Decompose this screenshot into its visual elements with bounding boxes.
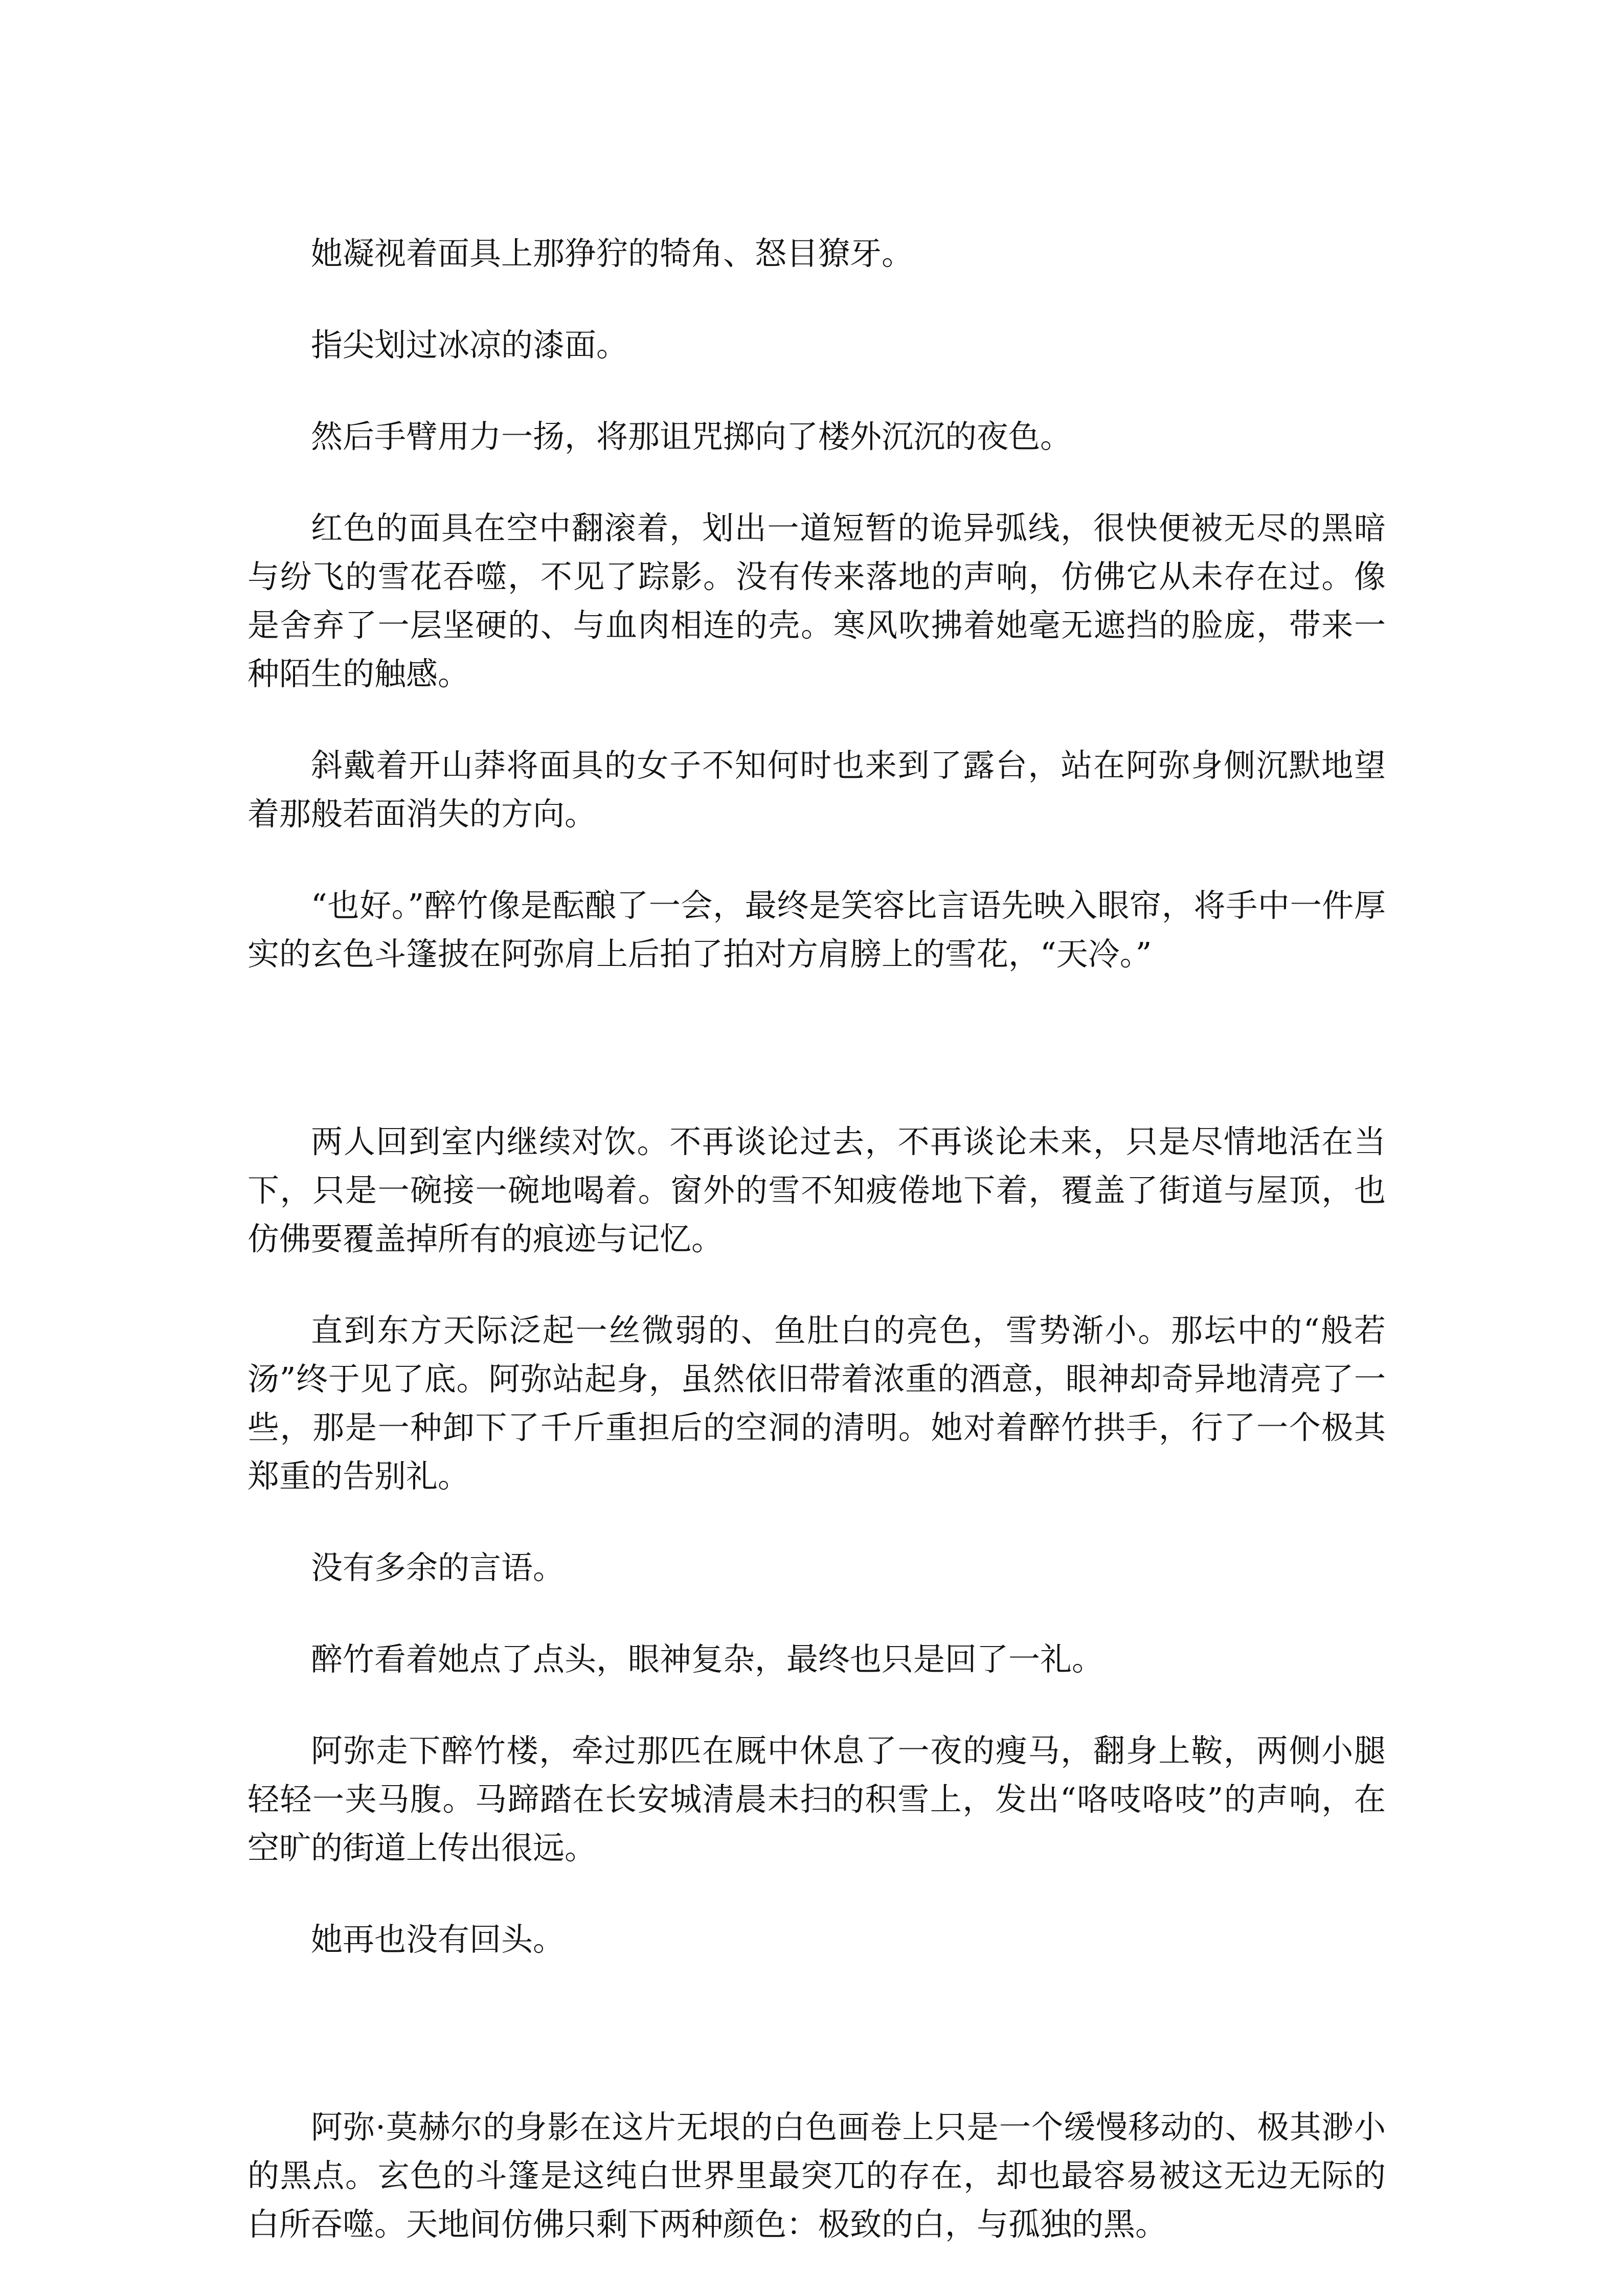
paragraph: “也好。”醉竹像是酝酿了一会，最终是笑容比言语先映入眼帘，将手中一件厚实的玄色斗篷披在阿弥肩上后拍了拍对方肩膀上的雪花，“天冷。” [247,887,1386,973]
paragraph: 两人回到室内继续对饮。不再谈论过去，不再谈论未来，只是尽情地活在当下，只是一碗接一碗地喝着。窗外的雪不知疲倦地下着，覆盖了街道与屋顶，也仿佛要覆盖掉所有的痕迹与记忆。 [247,1123,1386,1257]
paragraph: 红色的面具在空中翻滚着，划出一道短暂的诡异弧线，很快便被无尽的黑暗与纷飞的雪花吞噬，不见了踪影。没有传来落地的声响，仿佛它从未存在过。像是舍弃了一层坚硬的、与血肉相连的壳。寒风吹拂着她毫无遮挡的脸庞，带来一种陌生的触感。 [247,509,1386,692]
paragraph: 她再也没有回头。 [311,1921,565,1958]
paragraph: 斜戴着开山莽将面具的女子不知何时也来到了露台，站在阿弥身侧沉默地望着那般若面消失的方向。 [247,747,1386,832]
paragraph: 她凝视着面具上那狰狞的犄角、怒目獠牙。 [311,235,914,272]
paragraph: 然后手臂用力一扬，将那诅咒掷向了楼外沉沉的夜色。 [311,418,1072,455]
paragraph: 阿弥走下醉竹楼，牵过那匹在厩中休息了一夜的瘦马，翻身上鞍，两侧小腿轻轻一夹马腹。马蹄踏在长安城清晨未扫的积雪上，发出“咯吱咯吱”的声响，在空旷的街道上传出很远。 [247,1732,1386,1866]
paragraph: 阿弥·莫赫尔的身影在这片无垠的白色画卷上只是一个缓慢移动的、极其渺小的黑点。玄色的斗篷是这纯白世界里最突兀的存在，却也最容易被这无边无际的白所吞噬。天地间仿佛只剩下两种颜色：极致的白，与孤独的黑。 [247,2108,1386,2243]
paragraph: 醉竹看着她点了点头，眼神复杂，最终也只是回了一礼。 [311,1640,1104,1678]
paragraph: 直到东方天际泛起一丝微弱的、鱼肚白的亮色，雪势渐小。那坛中的“般若汤”终于见了底。阿弥站起身，虽然依旧带着浓重的酒意，眼神却奇异地清亮了一些，那是一种卸下了千斤重担后的空洞的清明。她对着醉竹拱手，行了一个极其郑重的告别礼。 [247,1312,1386,1495]
paragraph: 指尖划过冰凉的漆面。 [311,326,628,364]
document-body [247,229,1386,2248]
paragraph: 没有多余的言语。 [311,1549,565,1586]
